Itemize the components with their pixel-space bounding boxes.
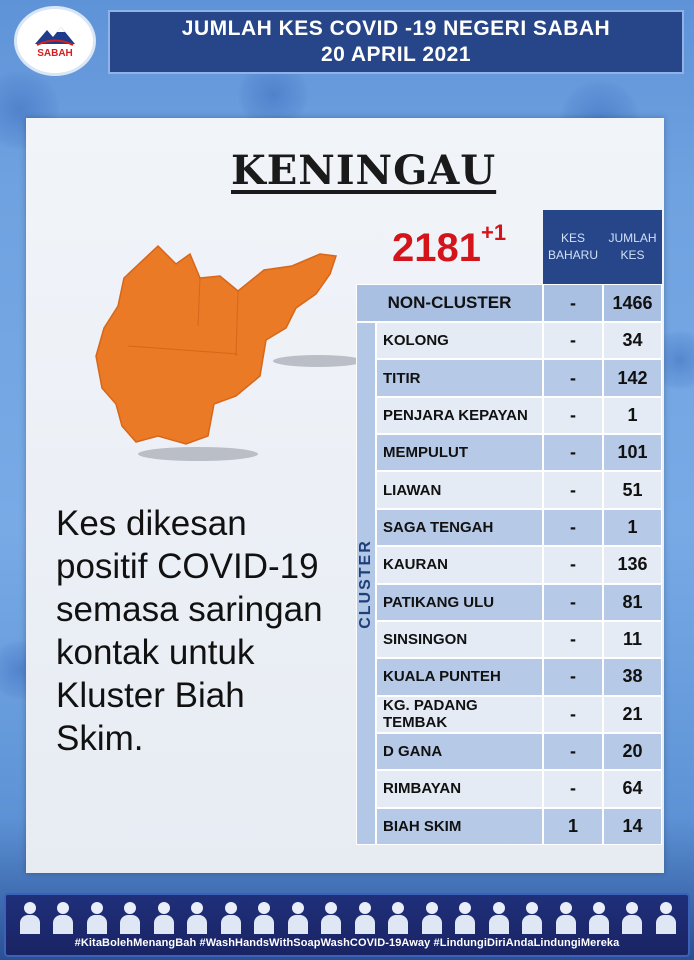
header-text: JUMLAH [608, 231, 657, 245]
new-cases-count: +1 [480, 220, 507, 245]
page-title: JUMLAH KES COVID -19 NEGERI SABAH [181, 17, 611, 40]
cluster-rows [376, 322, 662, 845]
row-name: MEMPULUT [376, 434, 543, 471]
person-icon [219, 900, 243, 934]
row-name: KUALA PUNTEH [376, 658, 543, 695]
person-icon [118, 900, 142, 934]
table-row [376, 621, 662, 658]
person-icon [520, 900, 544, 934]
row-total: 51 [603, 471, 662, 508]
case-description [56, 502, 356, 760]
table-row [376, 471, 662, 508]
person-icon [51, 900, 75, 934]
person-icon [587, 900, 611, 934]
person-icon [286, 900, 310, 934]
person-icon [453, 900, 477, 934]
row-name: TITIR [376, 359, 543, 396]
person-icon [319, 900, 343, 934]
row-name: PENJARA KEPAYAN [376, 397, 543, 434]
district-map-icon [88, 236, 358, 476]
row-new: - [543, 434, 603, 471]
row-total: 21 [603, 696, 662, 733]
row-total: 38 [603, 658, 662, 695]
row-total: 1 [603, 509, 662, 546]
row-new: - [543, 322, 603, 359]
table-row [376, 359, 662, 396]
row-new: - [543, 546, 603, 583]
row-name: D GANA [376, 733, 543, 770]
table-row [376, 696, 662, 733]
row-total: 142 [603, 359, 662, 396]
row-name: BIAH SKIM [376, 808, 543, 845]
person-icon [420, 900, 444, 934]
row-name: KOLONG [376, 322, 543, 359]
row-total: 1 [603, 397, 662, 434]
row-new: - [543, 658, 603, 695]
person-icon [252, 900, 276, 934]
footer-banner [4, 893, 690, 957]
person-icon [554, 900, 578, 934]
table-row [376, 658, 662, 695]
row-new: - [543, 397, 603, 434]
page-date: 20 APRIL 2021 [320, 43, 472, 66]
frontliner-figures [18, 900, 678, 934]
table-row [376, 509, 662, 546]
row-name: KG. PADANG TEMBAK [376, 696, 543, 733]
row-total: 14 [603, 808, 662, 845]
header-text: KES [620, 248, 645, 262]
person-icon [654, 900, 678, 934]
table-row [376, 434, 662, 471]
table-row [376, 397, 662, 434]
table-row [376, 808, 662, 845]
row-total: 101 [603, 434, 662, 471]
row-total: 20 [603, 733, 662, 770]
row-name: NON-CLUSTER [356, 284, 543, 322]
table-row [376, 770, 662, 807]
row-name: PATIKANG ULU [376, 584, 543, 621]
total-value: 2181 [392, 226, 481, 270]
description-line: kontak untuk [56, 633, 255, 672]
header-text: KES [560, 231, 585, 245]
description-line: semasa saringan [56, 590, 323, 629]
row-name: SAGA TENGAH [376, 509, 543, 546]
row-total: 1466 [603, 284, 662, 322]
row-new: - [543, 621, 603, 658]
row-new: - [543, 696, 603, 733]
person-icon [620, 900, 644, 934]
row-name: RIMBAYAN [376, 770, 543, 807]
row-name: LIAWAN [376, 471, 543, 508]
row-total: 11 [603, 621, 662, 658]
person-icon [85, 900, 109, 934]
row-new: - [543, 733, 603, 770]
cluster-label [356, 322, 376, 845]
person-icon [185, 900, 209, 934]
person-icon [18, 900, 42, 934]
row-total: 81 [603, 584, 662, 621]
hashtags: #KitaBolehMenangBah #WashHandsWithSoapWashCOVID-19Away #LindungiDiriAndaLindungiMereka [74, 937, 620, 949]
sabah-logo [14, 6, 96, 76]
row-total: 136 [603, 546, 662, 583]
row-new: - [543, 284, 603, 322]
row-name: SINSINGON [376, 621, 543, 658]
table-row [376, 322, 662, 359]
title-banner [108, 10, 684, 74]
district-name: KENINGAU [231, 147, 497, 194]
description-line: Kes dikesan [56, 504, 247, 543]
cluster-label-text: CLUSTER [357, 538, 374, 629]
person-icon [152, 900, 176, 934]
description-line: positif COVID-19 [56, 547, 319, 586]
non-cluster-row [356, 284, 662, 322]
person-icon [487, 900, 511, 934]
table-row [376, 546, 662, 583]
description-line: Skim. [56, 719, 144, 758]
header-new-cases [543, 210, 603, 284]
mountain-icon [33, 24, 77, 46]
row-name: KAURAN [376, 546, 543, 583]
row-new: - [543, 770, 603, 807]
header-total-cases [603, 210, 662, 284]
row-new: - [543, 584, 603, 621]
table-row [376, 733, 662, 770]
cluster-table [356, 210, 662, 845]
row-new: - [543, 359, 603, 396]
main-panel [26, 118, 664, 873]
row-total: 64 [603, 770, 662, 807]
description-line: Kluster Biah [56, 676, 245, 715]
person-icon [353, 900, 377, 934]
row-new: 1 [543, 808, 603, 845]
row-total: 34 [603, 322, 662, 359]
logo-text: SABAH [37, 47, 73, 59]
row-new: - [543, 471, 603, 508]
person-icon [386, 900, 410, 934]
header-text: BAHARU [547, 248, 598, 262]
row-new: - [543, 509, 603, 546]
table-row [376, 584, 662, 621]
